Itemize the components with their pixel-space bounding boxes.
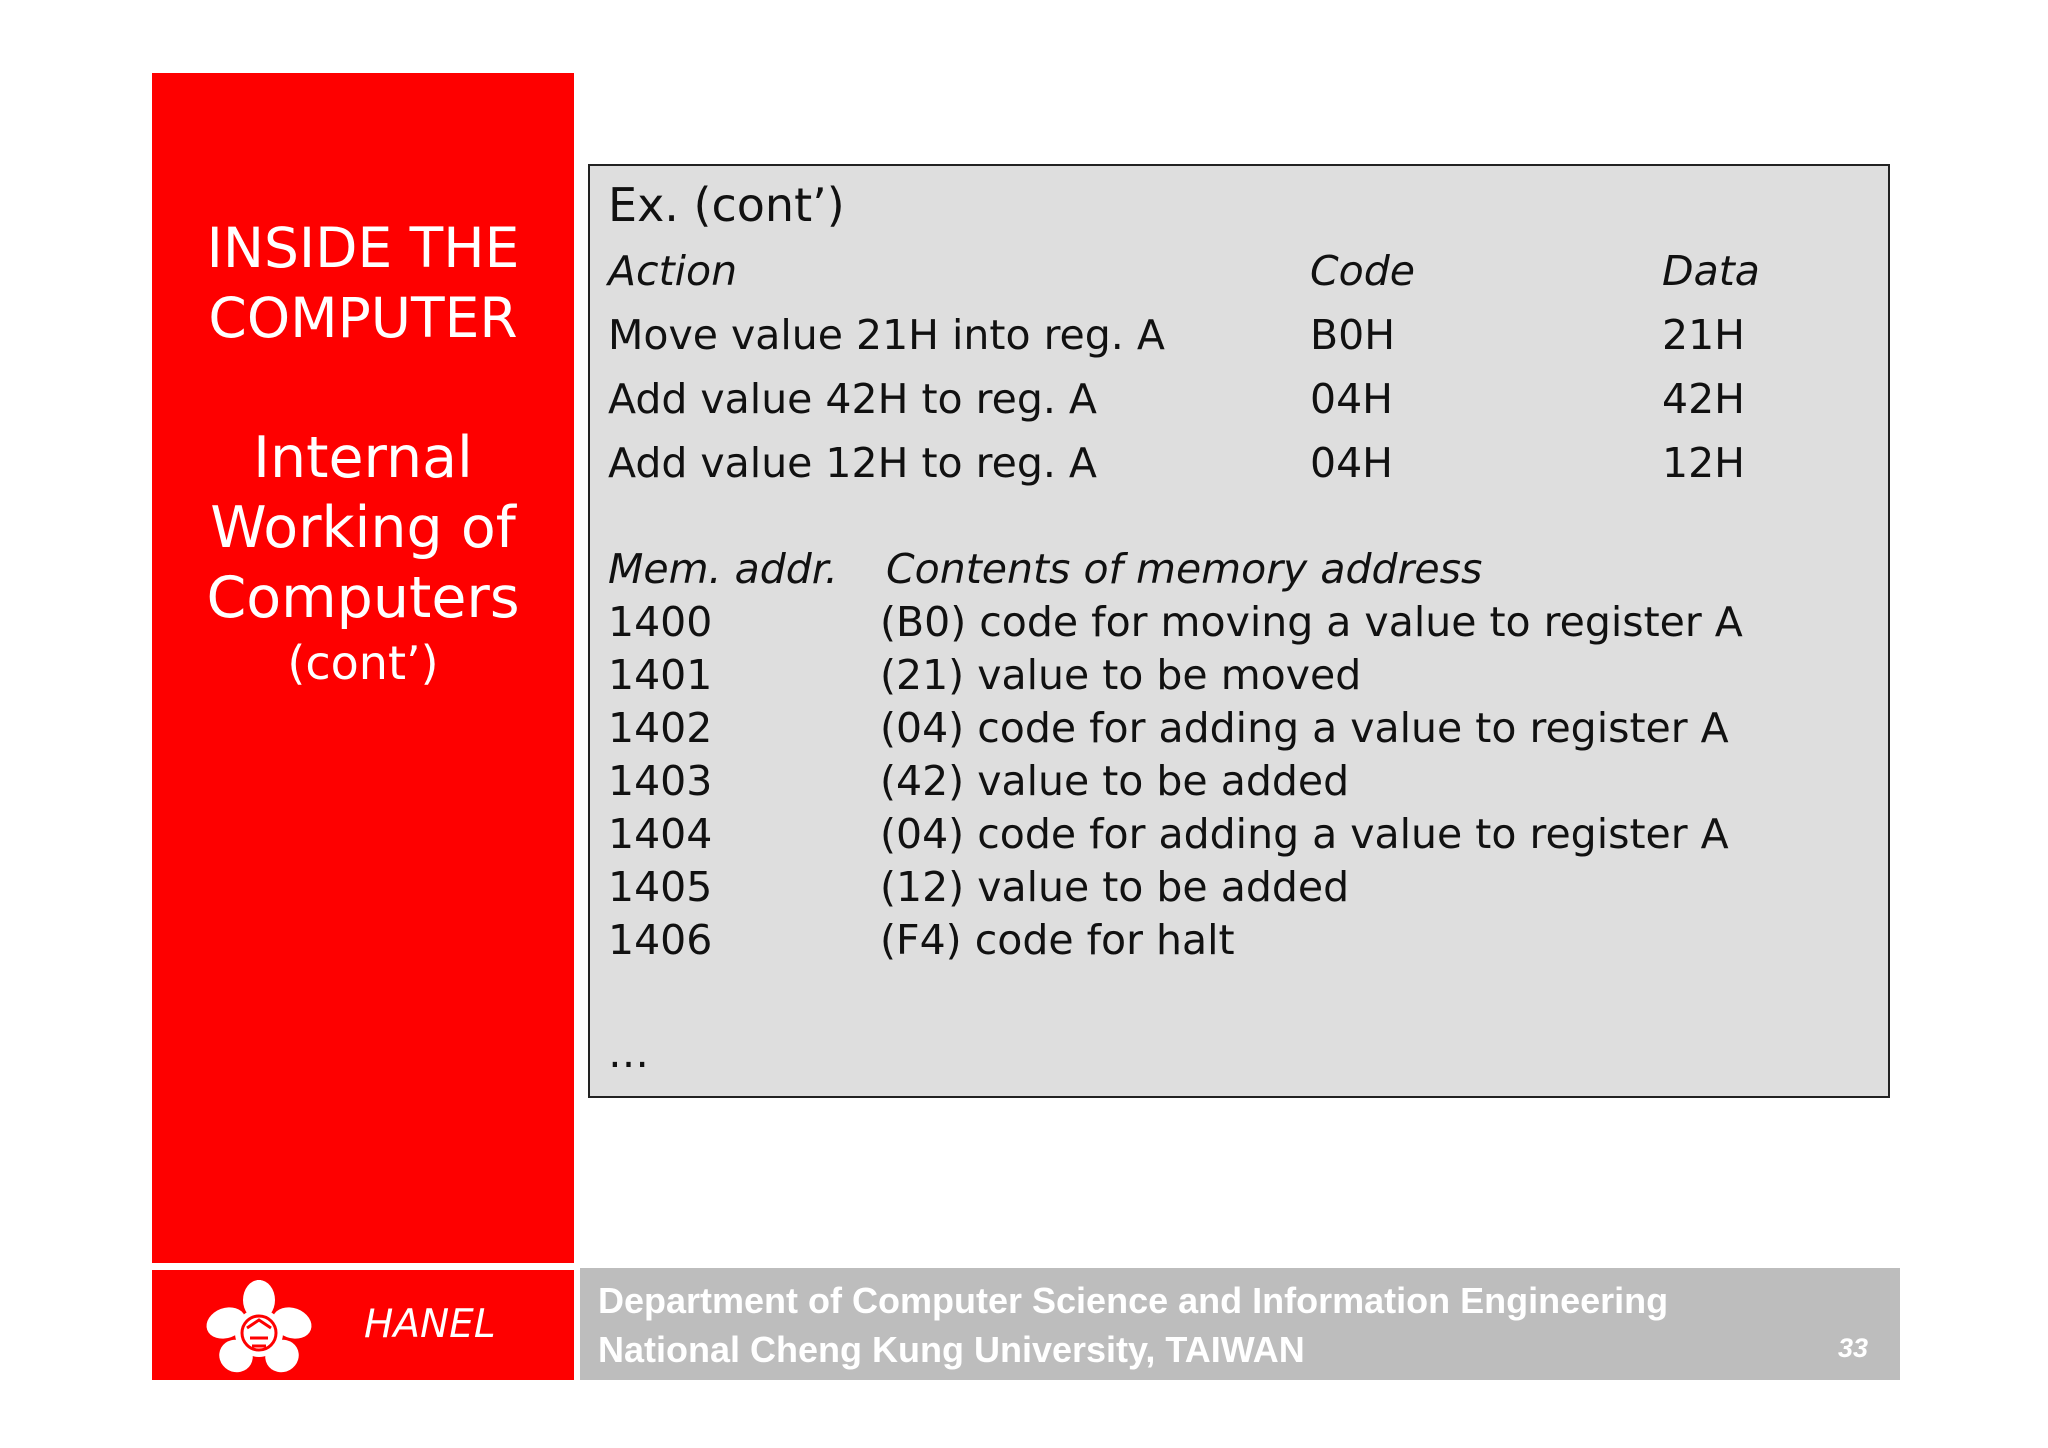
mem-row-5-contents: (04) code for adding a value to register A [880,810,1729,858]
action-row-3-code: 04H [1310,439,1394,487]
mem-row-7-contents: (F4) code for halt [880,916,1235,964]
mem-row-1-addr: 1400 [608,598,713,646]
university-emblem-icon [202,1278,317,1378]
action-row-2-data: 42H [1662,375,1746,423]
mem-row-4-contents: (42) value to be added [880,757,1350,805]
mem-row-2-addr: 1401 [608,651,713,699]
action-header: Action [608,247,738,295]
mem-row-4-addr: 1403 [608,757,713,805]
mem-row-2-contents: (21) value to be moved [880,651,1362,699]
footer-right [580,1268,1900,1380]
code-header: Code [1310,247,1415,295]
sidebar-subtitle-cont: (cont’) [287,636,439,690]
sidebar [152,73,574,1263]
action-row-2-code: 04H [1310,375,1394,423]
footer-left [152,1270,574,1380]
department-name: Department of Computer Science and Information Engineering [598,1280,1669,1321]
action-row-1-action: Move value 21H into reg. A [608,311,1165,359]
author-name: HANEL [364,1302,496,1347]
mem-row-6-addr: 1405 [608,863,713,911]
sidebar-subtitle-line1: Internal [253,425,473,491]
mem-row-1-contents: (B0) code for moving a value to register A [880,598,1743,646]
mem-row-3-addr: 1402 [608,704,713,752]
sidebar-subtitle-line3: Computers [206,565,520,631]
mem-addr-header: Mem. addr. [608,545,838,593]
sidebar-title [152,213,574,353]
continuation-ellipsis: … [608,1029,649,1077]
page-number: 33 [1837,1333,1868,1363]
example-heading: Ex. (cont’) [608,178,845,232]
action-row-1-data: 21H [1662,311,1746,359]
sidebar-subtitle-line2: Working of [210,495,516,561]
mem-row-7-addr: 1406 [608,916,713,964]
sidebar-title-line2: COMPUTER [208,286,518,350]
mem-row-6-contents: (12) value to be added [880,863,1350,911]
sidebar-title-line1: INSIDE THE [206,216,520,280]
mem-row-5-addr: 1404 [608,810,713,858]
university-name: National Cheng Kung University, TAIWAN [598,1329,1305,1370]
content-box [588,164,1890,1098]
action-row-1-code: B0H [1310,311,1396,359]
action-row-2-action: Add value 42H to reg. A [608,375,1097,423]
mem-contents-header: Contents of memory address [886,545,1483,593]
action-row-3-data: 12H [1662,439,1746,487]
mem-row-3-contents: (04) code for adding a value to register A [880,704,1729,752]
data-header: Data [1662,247,1760,295]
action-row-3-action: Add value 12H to reg. A [608,439,1097,487]
sidebar-subtitle [152,423,574,633]
